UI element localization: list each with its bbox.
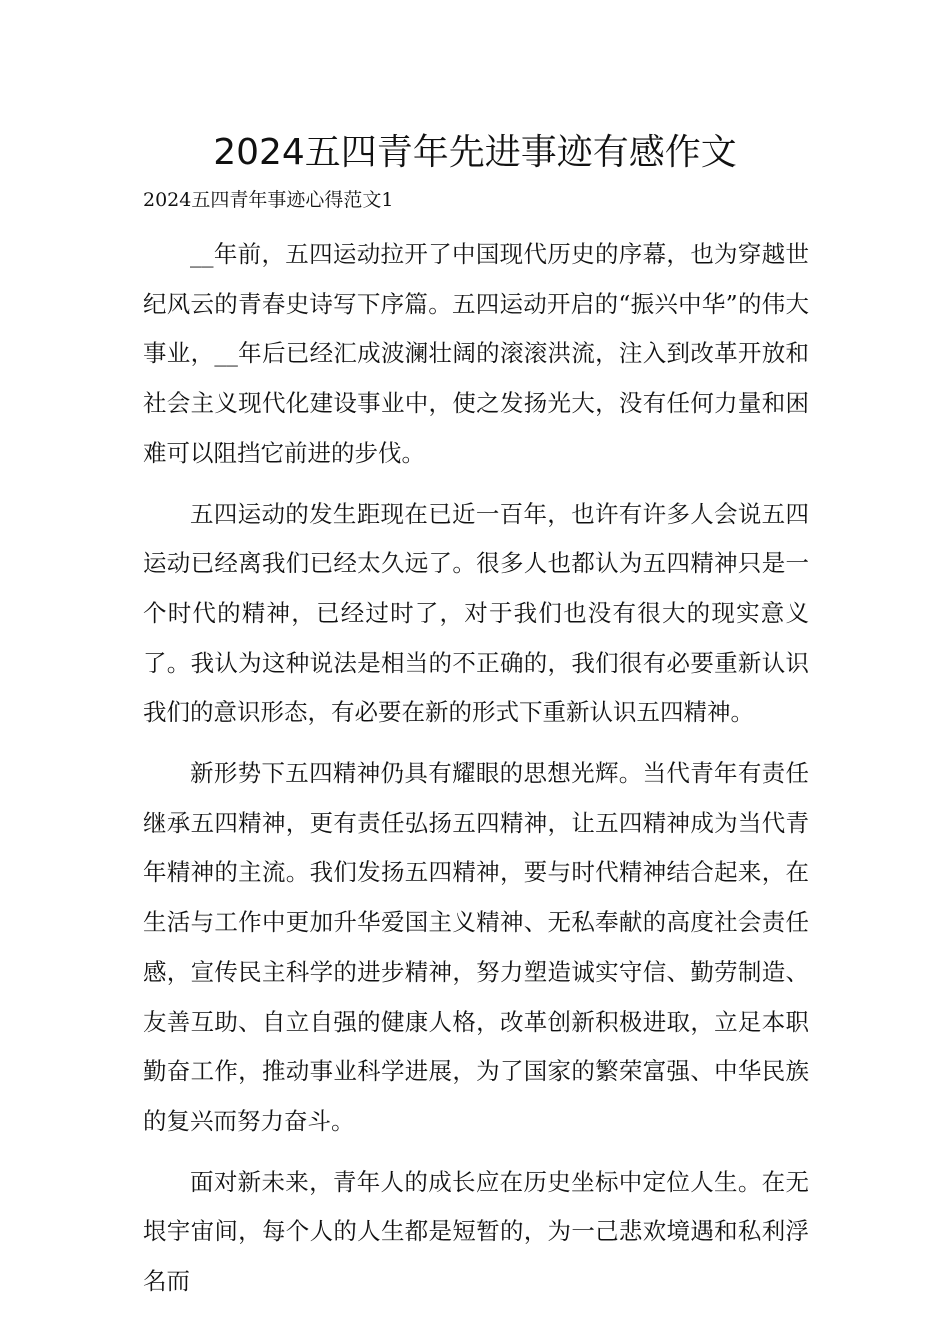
document-subtitle: 2024五四青年事迹心得范文1 xyxy=(143,189,394,211)
paragraph: 面对新未来，青年人的成长应在历史坐标中定位人生。在无垠宇宙间，每个人的人生都是短暂的，为一己悲欢境遇和私利浮名而 xyxy=(143,1167,809,1296)
paragraph: 新形势下五四精神仍具有耀眼的思想光辉。当代青年有责任继承五四精神，更有责任弘扬五四精神，让五四精神成为当代青年精神的主流。我们发扬五四精神，要与时代精神结合起来，在生活与工作中更加升华爱国主义精神、无私奉献的高度社会责任感，宣传民主科学的进步精神，努力塑造诚实守信、勤劳制造、友善互助、自立自强的健康人格，改革创新积极进取，立足本职勤奋工作，推动事业科学进展，为了国家的繁荣富强、中华民族的复兴而努力奋斗。 xyxy=(143,759,809,1135)
paragraph: __年前，五四运动拉开了中国现代历史的序幕，也为穿越世纪风云的青春史诗写下序篇。五四运动开启的“振兴中华”的伟大事业，__年后已经汇成波澜壮阔的滚滚洪流，注入到改革开放和社会主义现代化建设事业中，使之发扬光大，没有任何力量和困难可以阻挡它前进的步伐。 xyxy=(143,240,809,467)
document-body xyxy=(143,230,809,1318)
paragraph: 五四运动的发生距现在已近一百年，也许有许多人会说五四运动已经离我们已经太久远了。很多人也都认为五四精神只是一个时代的精神，已经过时了，对于我们也没有很大的现实意义了。我认为这种说法是相当的不正确的，我们很有必要重新认识我们的意识形态，有必要在新的形式下重新认识五四精神。 xyxy=(143,499,809,727)
document-title: 2024五四青年先进事迹有感作文 xyxy=(213,132,737,173)
